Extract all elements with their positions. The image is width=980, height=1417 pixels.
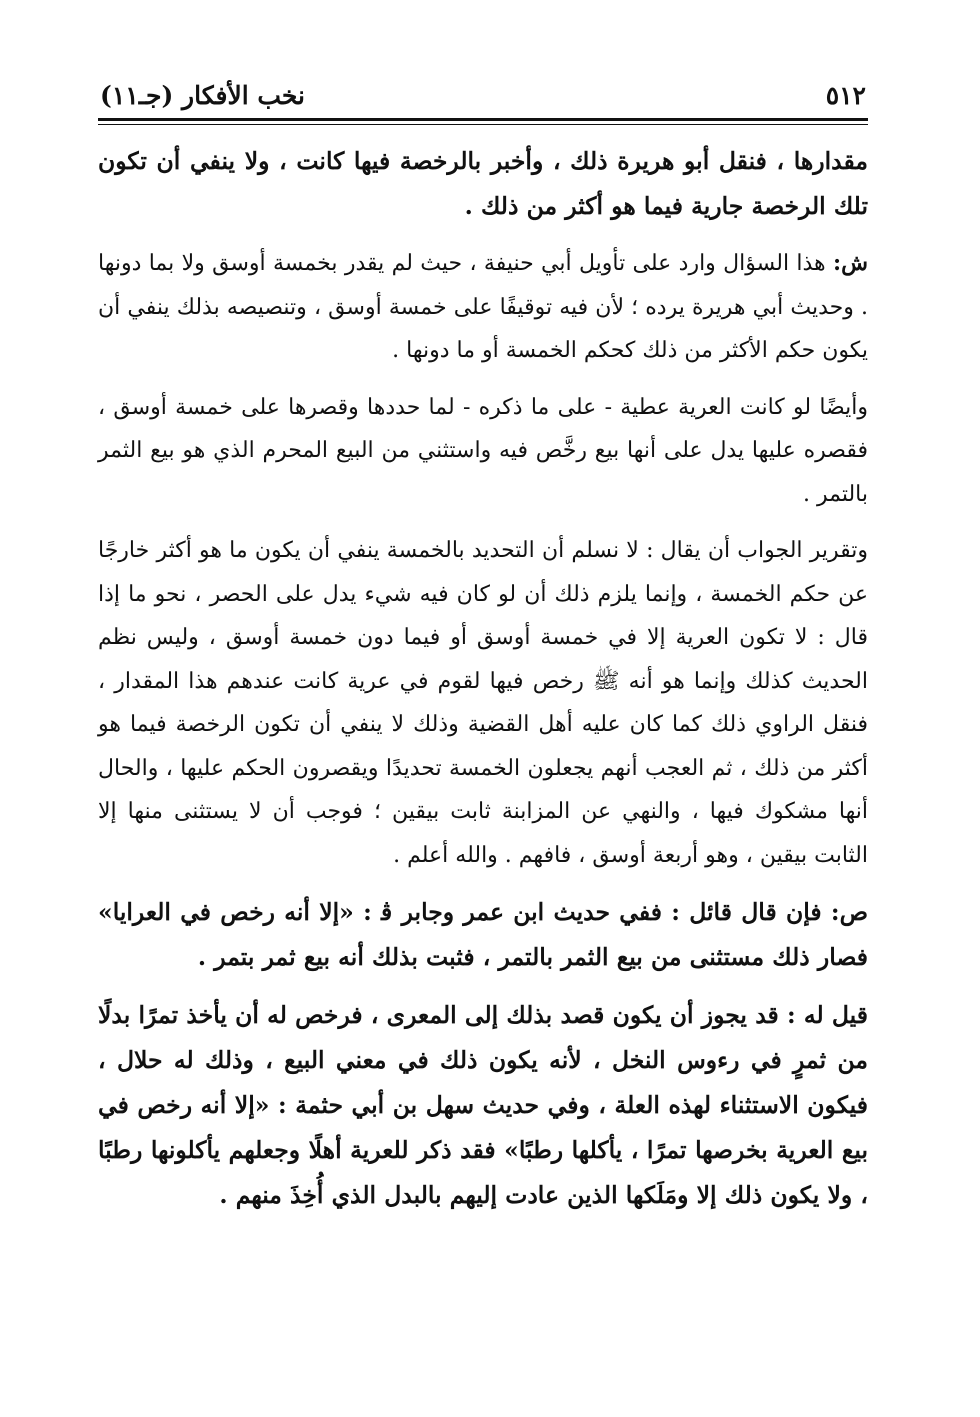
paragraph-text: فإن قال قائل : ففي حديث ابن عمر وجابر ﭬ : «إلا أنه رخص في العرايا» فصار ذلك مستثنى من بيع الثمر بالتمر ، فثبت بذلك أنه بيع ثمر بتمر .: [98, 898, 868, 971]
paragraph-text: هذا السؤال وارد على تأويل أبي حنيفة ، حيث لم يقدر بخمسة أوسق ولا بما دونها . وحديث أبي هريرة يرده ؛ لأن فيه توقيفًا على خمسة أوسق ، وتنصيصه بذلك ينفي أن يكون حكم الأكثر من ذلك كحكم الخمسة أو ما دونها .: [98, 251, 868, 363]
paragraph-main-text-2: [98, 890, 868, 980]
paragraph-main-text-3: [98, 993, 868, 1218]
paragraph-text: وتقرير الجواب أن يقال : لا نسلم أن التحديد بالخمسة ينفي أن يكون ما هو أكثر خارجًا عن حكم الخمسة ، وإنما يلزم ذلك أن لو كان فيه شيء يدل على الحصر ، نحو ما إذا قال : لا تكون العرية إلا في خمسة أوسق أو فيما دون خمسة أوسق ، وليس نظم الحديث كذلك وإنما هو أنه ﷺ رخص فيها لقوم في عرية كانت عندهم هذا المقدار ، فنقل الراوي ذلك كما كان عليه أهل القضية وذلك لا ينفي أن تكون الرخصة فيما هو أكثر من ذلك ، ثم العجب أنهم يجعلون الخمسة تحديدًا ويقصرون الحكم عليها ، والحال أنها مشكوك فيها ، والنهي عن المزابنة ثابت بيقين ؛ فوجب أن لا يستثنى منها إلا الثابت بيقين ، وهو أربعة أوسق ، فافهم . والله أعلم .: [98, 538, 868, 868]
page-number: ٥١٢: [825, 81, 866, 110]
paragraph-text: وأيضًا لو كانت العرية عطية - على ما ذكره - لما حددها وقصرها على خمسة أوسق ، فقصره عليها يدل على أنها بيع رخَّص فيه واستثني من البيع المحرم الذي هو بيع الثمر بالتمر .: [98, 394, 868, 507]
document-page: [98, 80, 868, 1231]
text-marker: ص:: [830, 898, 868, 926]
page-header: [98, 80, 868, 118]
header-rule: [98, 118, 868, 125]
paragraph-commentary-2: [98, 386, 868, 517]
paragraph-commentary-1: [98, 242, 868, 373]
book-title: نخب الأفكار (جـ١١): [100, 81, 306, 110]
paragraph-text: قيل له : قد يجوز أن يكون قصد بذلك إلى المعرى ، فرخص له أن يأخذ تمرًا بدلًا من ثمرٍ في رءوس النخل ، لأنه يكون ذلك في معني البيع ، وذلك له حلال ، فيكون الاستثناء لهذه العلة ، وفي حديث سهل بن أبي حثمة : «إلا أنه رخص في بيع العرية بخرصها تمرًا ، يأكلها رطبًا» فقد ذكر للعرية أهلًا وجعلهم يأكلونها رطبًا ، ولا يكون ذلك إلا ومَلَكها الذين عادت إليهم بالبدل الذي أُخِذَ منهم .: [98, 1001, 868, 1209]
commentary-marker: ش:: [833, 250, 868, 276]
paragraph-commentary-3: [98, 529, 868, 877]
paragraph-text: مقدارها ، فنقل أبو هريرة ذلك ، وأخبر بالرخصة فيها كانت ، ولا ينفي أن تكون تلك الرخصة جارية فيما هو أكثر من ذلك .: [98, 147, 868, 220]
paragraph-main-text-1: [98, 139, 868, 229]
